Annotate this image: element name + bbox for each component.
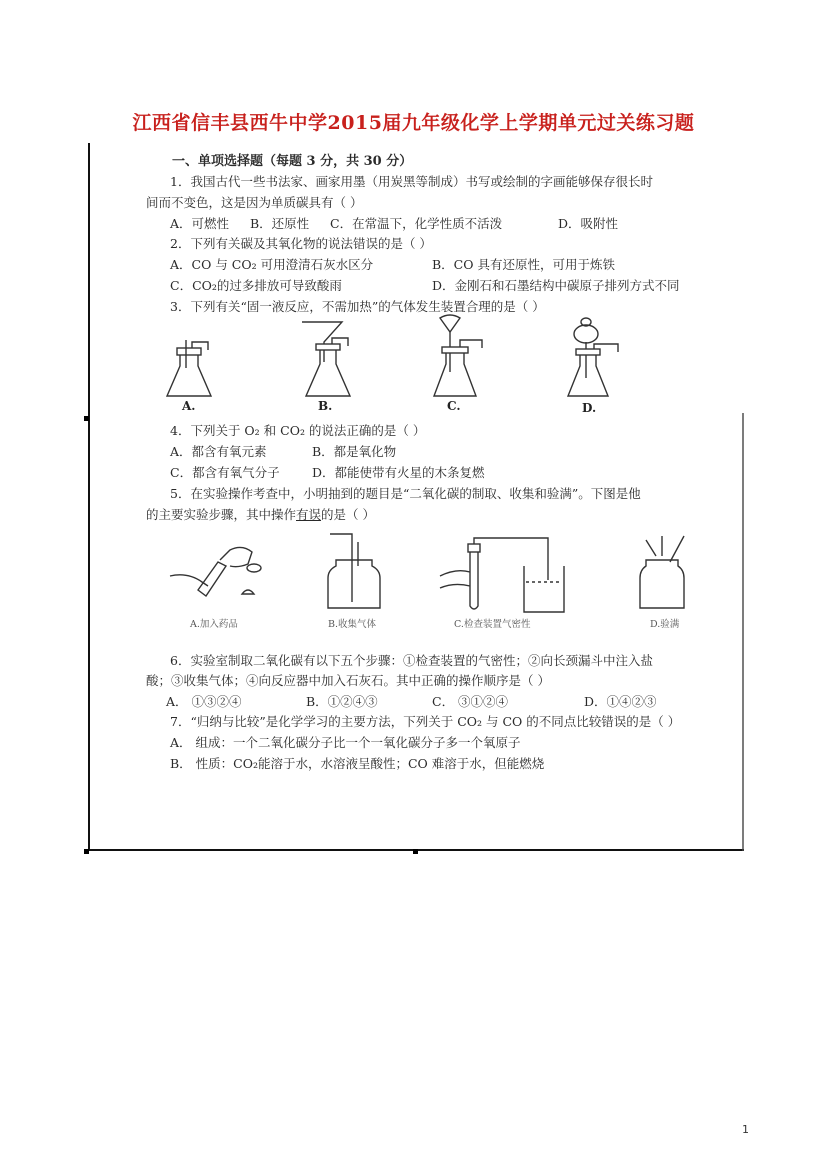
apparatus-d-figure xyxy=(564,312,624,400)
apparatus-c-label: C. xyxy=(447,399,461,413)
q7-stem: 7．“归纳与比较”是化学学习的主要方法，下列关于 CO₂ 与 CO 的不同点比较错误的是（ ） xyxy=(170,714,681,729)
q3-stem: 3．下列有关“固一液反应，不需加热”的气体发生装置合理的是（ ） xyxy=(170,299,545,314)
q5-stem-line1: 5．在实验操作考查中，小明抽到的题目是“二氧化碳的制取、收集和验满”。下图是他 xyxy=(170,486,641,501)
q4-option-a: A．都含有氧元素 xyxy=(170,444,267,459)
q2-option-a: A．CO 与 CO₂ 可用澄清石灰水区分 xyxy=(170,257,374,272)
step-d-caption: D.验满 xyxy=(650,619,680,630)
q4-option-c: C．都含有氧气分子 xyxy=(170,465,280,480)
step-a-add-reagent-figure xyxy=(168,542,278,614)
q1-stem-line2: 间而不变色，这是因为单质碳具有（ ） xyxy=(146,195,363,210)
q6-option-a: A． ①③②④ xyxy=(166,694,242,709)
page-title: 江西省信丰县西牛中学2015届九年级化学上学期单元过关练习题 xyxy=(132,112,695,134)
step-c-caption: C.检查装置气密性 xyxy=(454,619,531,630)
q5-stem-line2: 的主要实验步骤，其中操作有误的是（ ） xyxy=(146,507,376,522)
q2-option-b: B．CO 具有还原性，可用于炼铁 xyxy=(432,257,615,272)
step-a-caption: A.加入药品 xyxy=(190,619,238,630)
frame-marker xyxy=(84,849,89,854)
q1-stem-line1: 1．我国古代一些书法家、画家用墨（用炭黑等制成）书写或绘制的字画能够保存很长时 xyxy=(170,174,653,189)
q2-option-d: D．金刚石和石墨结构中碳原子排列方式不同 xyxy=(432,278,680,293)
apparatus-b-figure xyxy=(298,318,358,400)
q2-stem: 2．下列有关碳及其氧化物的说法错误的是（ ） xyxy=(170,236,432,251)
q4-option-b: B．都是氧化物 xyxy=(312,444,397,459)
frame-marker xyxy=(413,849,418,854)
q1-option-d: D．吸附性 xyxy=(558,216,619,231)
q1-option-c: C．在常温下，化学性质不活泼 xyxy=(330,216,503,231)
q6-option-d: D．①④②③ xyxy=(584,694,657,709)
q6-stem-line2: 酸；③收集气体；④向反应器中加入石灰石。其中正确的操作顺序是（ ） xyxy=(146,673,550,688)
frame-marker xyxy=(84,416,89,421)
q6-stem-line1: 6．实验室制取二氧化碳有以下五个步骤：①检查装置的气密性；②向长颈漏斗中注入盐 xyxy=(170,653,653,668)
step-b-caption: B.收集气体 xyxy=(328,619,377,630)
q7-option-b: B． 性质：CO₂能溶于水，水溶液呈酸性；CO 难溶于水，但能燃烧 xyxy=(170,756,545,771)
apparatus-d-label: D. xyxy=(582,401,597,415)
q6-option-c: C． ③①②④ xyxy=(432,694,509,709)
step-d-check-full-figure xyxy=(636,532,696,612)
q4-stem: 4．下列关于 O₂ 和 CO₂ 的说法正确的是（ ） xyxy=(170,423,426,438)
q1-option-a: A．可燃性 xyxy=(170,216,230,231)
q4-option-d: D．都能使带有火星的木条复燃 xyxy=(312,465,485,480)
apparatus-b-label: B. xyxy=(318,399,333,413)
q6-option-b: B．①②④③ xyxy=(306,694,378,709)
step-c-airtightness-figure xyxy=(436,536,566,616)
q7-option-a: A． 组成：一个二氧化碳分子比一个一氧化碳分子多一个氧原子 xyxy=(170,735,521,750)
page-number: 1 xyxy=(742,1123,749,1136)
apparatus-a-label: A. xyxy=(182,399,196,413)
apparatus-a-figure xyxy=(164,332,224,400)
apparatus-c-figure xyxy=(430,312,490,400)
step-b-collect-gas-figure xyxy=(322,532,386,612)
q1-option-b: B．还原性 xyxy=(250,216,310,231)
section-heading: 一、单项选择题（每题 3 分，共 30 分） xyxy=(172,154,413,169)
q2-option-c: C．CO₂的过多排放可导致酸雨 xyxy=(170,278,342,293)
